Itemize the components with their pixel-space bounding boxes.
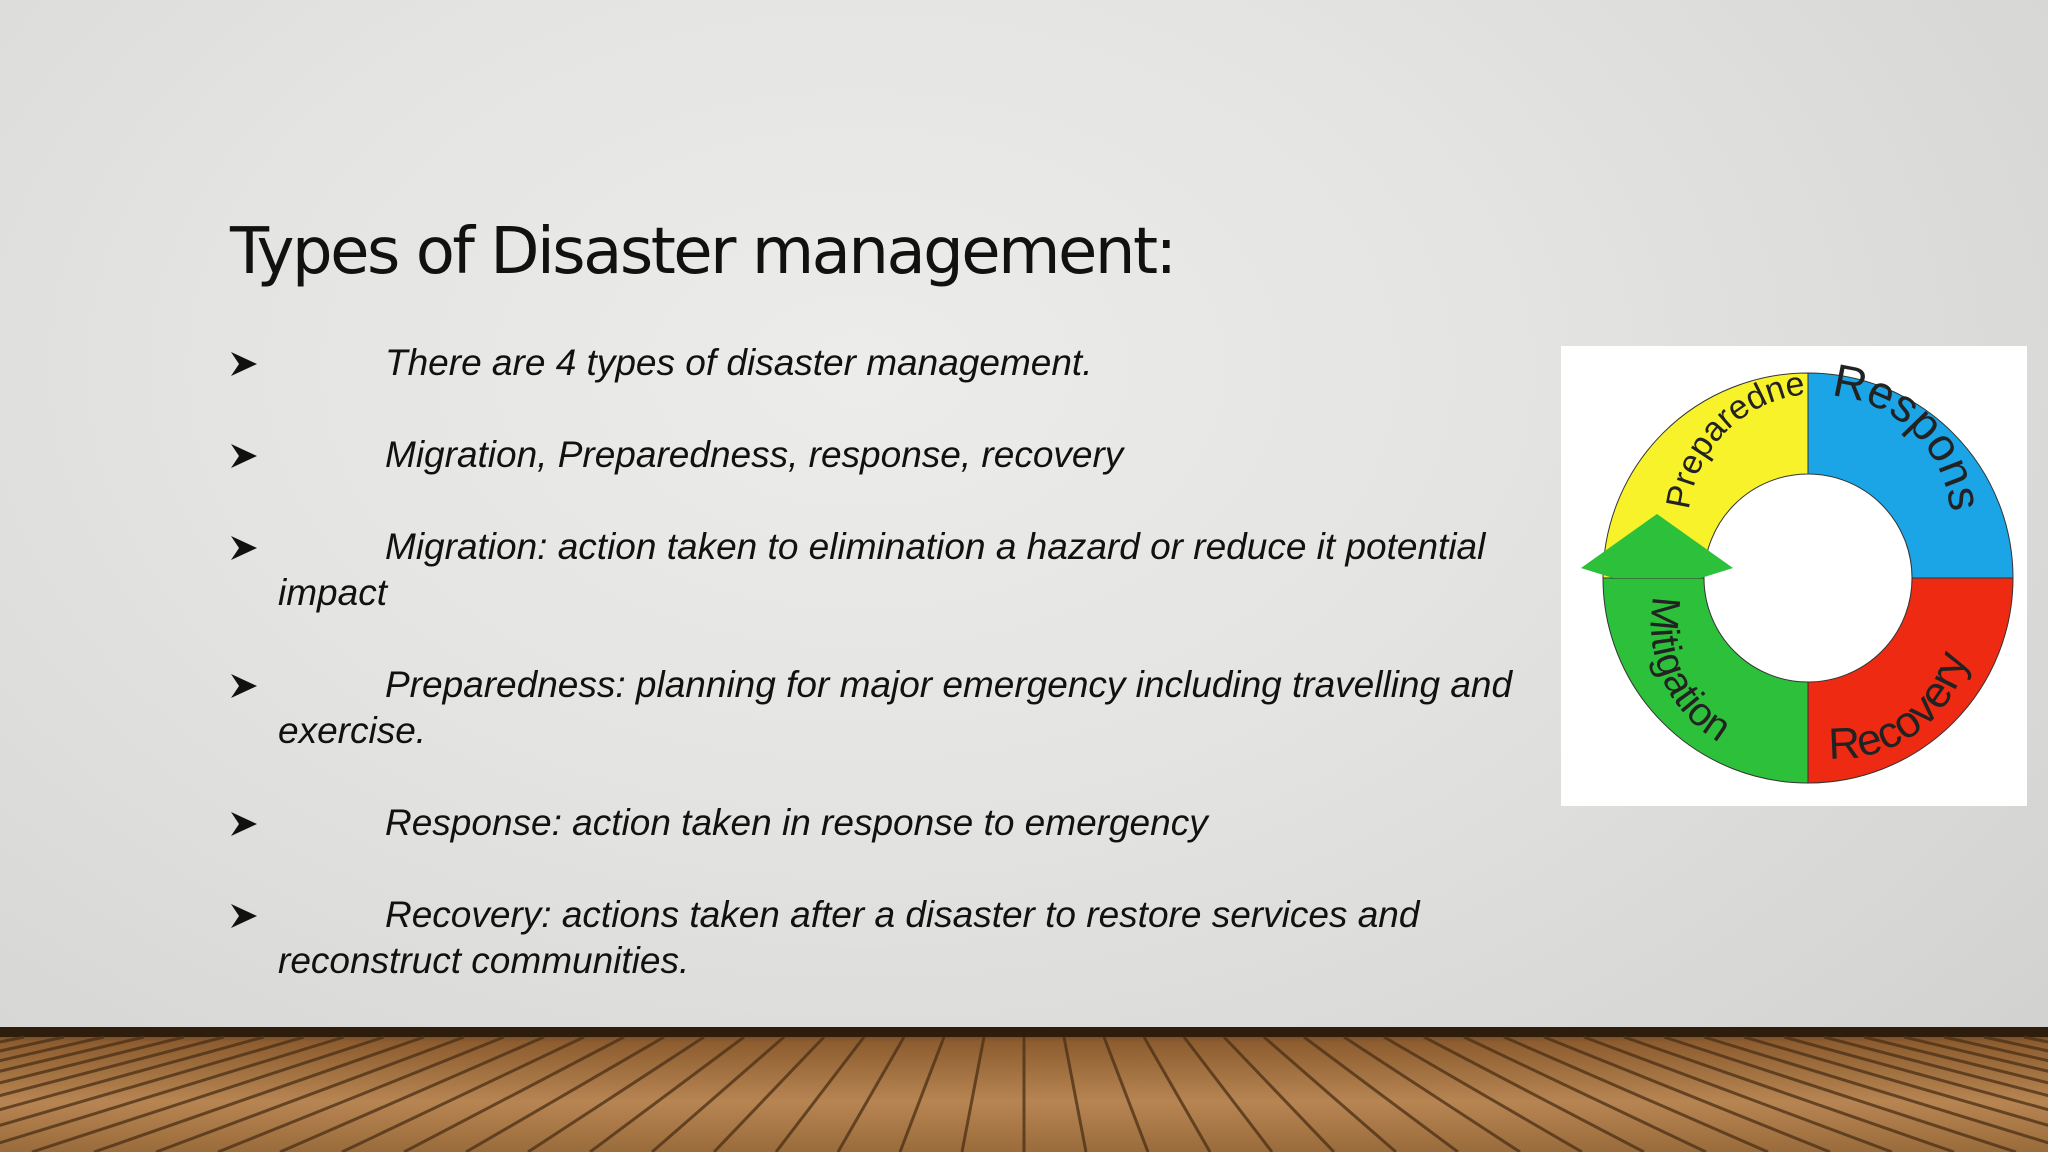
recovery-label: Recovery [1827, 645, 1978, 769]
bullet-text: Recovery: actions taken after a disaster to restore services and reconstruct communities. [278, 894, 1420, 981]
bullet-text: Migration, Preparedness, response, recovery [385, 434, 1124, 475]
bullet-item [230, 340, 1570, 386]
bullet-item [230, 892, 1570, 984]
arrowhead-bullet-icon [230, 535, 258, 561]
arrowhead-bullet-icon [230, 443, 258, 469]
arrowhead-bullet-icon [230, 351, 258, 377]
arrowhead-bullet-icon [230, 673, 258, 699]
bullet-item [230, 432, 1570, 478]
mitigation-label: Mitigation [1641, 595, 1739, 751]
bullet-text: There are 4 types of disaster management. [385, 342, 1093, 383]
bullet-item [230, 800, 1570, 846]
disaster-cycle-diagram [1561, 346, 2027, 806]
arrowhead-bullet-icon [230, 903, 258, 929]
arrowhead-bullet-icon [230, 811, 258, 837]
bullet-text: Response: action taken in response to emergency [385, 802, 1208, 843]
bullet-text: Preparedness: planning for major emergency including travelling and exercise. [278, 664, 1513, 751]
bullet-item [230, 524, 1570, 616]
bullet-text: Migration: action taken to elimination a hazard or reduce it potential impact [278, 526, 1486, 613]
mitigation-segment [1603, 578, 1808, 783]
slide-title: Types of Disaster management: [230, 215, 1175, 289]
preparedness-label: Preparedne [1659, 364, 1808, 512]
wood-floor [0, 1027, 2048, 1152]
response-label: Respons [1829, 353, 1993, 515]
bullet-list [230, 340, 1570, 1030]
bullet-item [230, 662, 1570, 754]
